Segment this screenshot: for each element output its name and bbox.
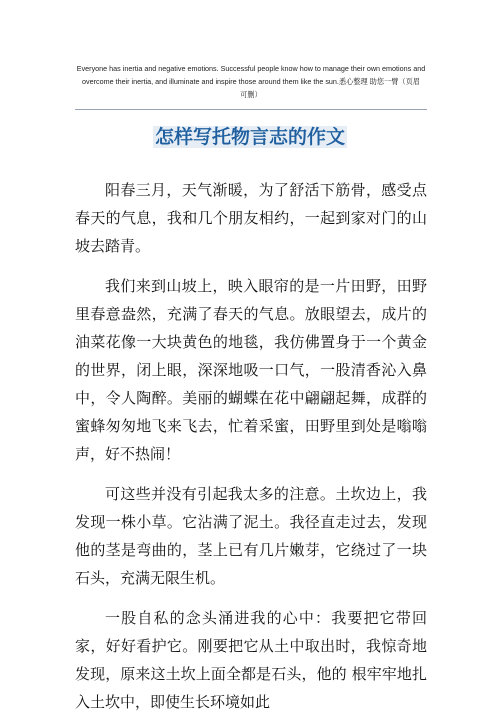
document-title-wrapper [0, 122, 500, 152]
page-header [75, 62, 427, 101]
header-line-2: overcome their inertia, and illuminate and inspire those around them like the sun.悉心整理 助您一臂（页眉 [82, 77, 420, 86]
paragraph-3: 可这些并没有引起我太多的注意。土坎边上，我发现一株小草。它沾满了泥土。我径直走过去，发现他的茎是弯曲的，茎上已有几片嫩芽，它绕过了一块石头，充满无限生机。 [75, 485, 427, 587]
header-divider [75, 109, 427, 110]
paragraph-4: 一股自私的念头涌进我的心中：我要把它带回家，好好看护它。刚要把它从土中取出时，我惊奇地发现，原来这土坎上面全都是石头，他的 根牢牢地扎入土坎中，即使生长环境如此 [75, 609, 427, 711]
document-title: 怎样写托物言志的作文 [154, 126, 345, 148]
header-line-1: Everyone has inertia and negative emotions. Successful people know how to manage their own emotions and [76, 64, 426, 73]
paragraph-2: 我们来到山坡上，映入眼帘的是一片田野，田野里春意盎然，充满了春天的气息。放眼望去，成片的油菜花像一大块黄色的地毯，我仿佛置身于一个黄金的世界，闭上眼，深深地吸一口气，一股清香沁入鼻中，令人陶醉。美丽的蝴蝶在花中翩翩起舞，成群的蜜蜂匆匆地飞来飞去，忙着采蜜，田野里到处是嗡嗡声，好不热闹！ [75, 277, 427, 463]
document-body [75, 176, 427, 728]
paragraph-1: 阳春三月，天气渐暖，为了舒活下筋骨，感受点春天的气息，我和几个朋友相约，一起到家对门的山坡去踏青。 [75, 181, 427, 255]
header-line-3: 可删） [240, 90, 262, 99]
